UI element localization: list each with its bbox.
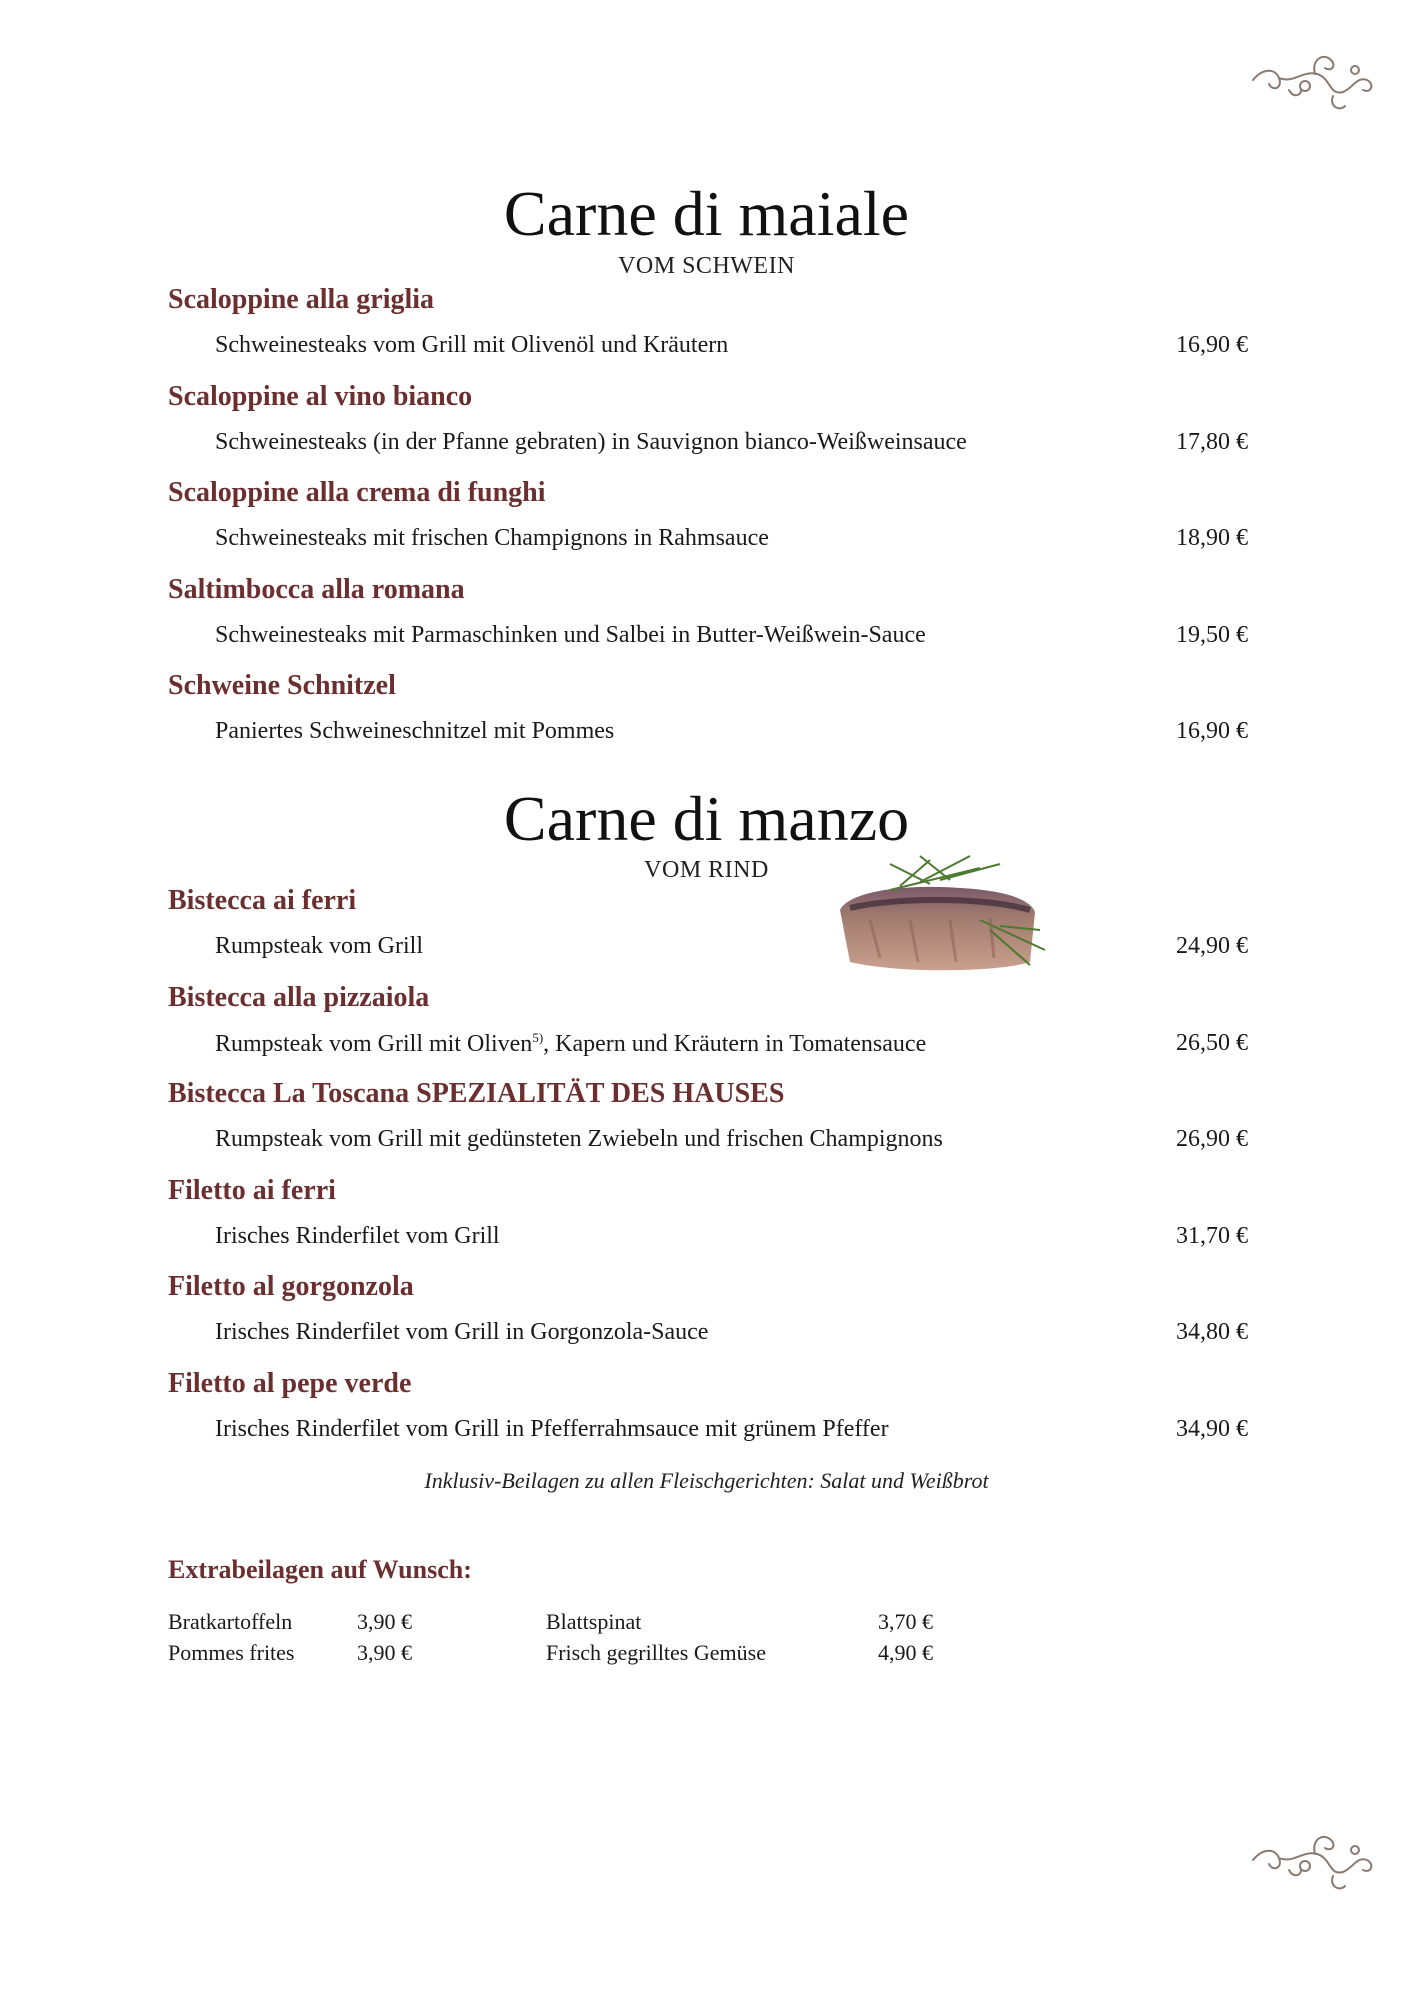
menu-item — [168, 1368, 1248, 1465]
extra-price: 3,90 € — [357, 1640, 412, 1665]
item-name: Saltimbocca alla romana — [168, 573, 465, 605]
item-description: Irisches Rinderfilet vom Grill in Pfefferrahmsauce mit grünem Pfeffer — [215, 1415, 889, 1442]
item-description: Schweinesteaks vom Grill mit Olivenöl und Kräutern — [215, 332, 729, 358]
ornament-bottom-icon — [1245, 1820, 1385, 1900]
menu-list-pork — [168, 284, 1248, 767]
extra-name: Frisch gegrilltes Gemüse — [546, 1640, 766, 1665]
item-description: Irisches Rinderfilet vom Grill — [215, 1222, 500, 1249]
menu-item — [168, 1175, 1248, 1272]
item-name: Schweine Schnitzel — [168, 670, 396, 701]
item-description-part: Rumpsteak vom Grill mit Oliven — [215, 1030, 533, 1057]
item-price: 16,90 € — [1176, 332, 1248, 358]
item-name: Filetto al pepe verde — [168, 1367, 412, 1399]
menu-list-beef — [168, 885, 1248, 1464]
item-description: Schweinesteaks mit frischen Champignons in Rahmsauce — [215, 525, 769, 551]
item-name: Bistecca La Toscana SPEZIALITÄT DES HAUSES — [168, 1078, 785, 1109]
menu-item — [168, 885, 1248, 982]
item-price: 34,80 € — [1176, 1319, 1248, 1345]
section-title-beef: Carne di manzo — [503, 783, 910, 854]
allergen-footnote: 5) — [532, 1029, 544, 1045]
side-dish-note: Inklusiv-Beilagen zu allen Fleischgerichten: Salat und Weißbrot — [424, 1468, 989, 1493]
item-description: Paniertes Schweineschnitzel mit Pommes — [215, 718, 615, 744]
menu-item — [168, 477, 1248, 574]
section-subtitle-pork: VOM SCHWEIN — [618, 253, 795, 279]
menu-item — [168, 1078, 1248, 1175]
item-description: Rumpsteak vom Grill — [215, 933, 423, 959]
extra-name: Blattspinat — [546, 1609, 642, 1634]
item-price: 26,90 € — [1176, 1126, 1248, 1152]
item-name: Filetto ai ferri — [168, 1174, 336, 1206]
extra-name: Pommes frites — [168, 1640, 295, 1665]
item-name: Scaloppine al vino bianco — [168, 380, 473, 412]
menu-item — [168, 574, 1248, 671]
item-price: 31,70 € — [1176, 1222, 1248, 1249]
section-subtitle-beef: VOM RIND — [644, 857, 769, 883]
item-description: Irisches Rinderfilet vom Grill in Gorgonzola-Sauce — [215, 1319, 709, 1345]
ornament-top-icon — [1245, 40, 1385, 120]
item-name: Scaloppine alla crema di funghi — [168, 477, 546, 508]
item-description: Schweinesteaks (in der Pfanne gebraten) in Sauvignon bianco-Weißweinsauce — [215, 428, 967, 455]
menu-item — [168, 381, 1248, 478]
section-title-pork: Carne di maiale — [503, 178, 910, 249]
item-price: 24,90 € — [1176, 933, 1248, 959]
item-price: 16,90 € — [1176, 718, 1248, 744]
item-price: 17,80 € — [1176, 428, 1248, 455]
menu-item — [168, 982, 1248, 1079]
item-price: 34,90 € — [1176, 1415, 1248, 1442]
item-description — [215, 1030, 926, 1058]
item-description: Rumpsteak vom Grill mit gedünsteten Zwiebeln und frischen Champignons — [215, 1126, 943, 1152]
item-name: Scaloppine alla griglia — [168, 284, 435, 315]
item-price: 18,90 € — [1176, 525, 1248, 551]
item-name: Bistecca alla pizzaiola — [168, 981, 430, 1013]
item-description: Schweinesteaks mit Parmaschinken und Salbei in Butter-Weißwein-Sauce — [215, 621, 926, 648]
menu-item — [168, 1271, 1248, 1368]
extra-name: Bratkartoffeln — [168, 1609, 293, 1634]
item-price: 19,50 € — [1176, 621, 1248, 648]
extra-price: 3,70 € — [878, 1609, 933, 1634]
item-name: Filetto al gorgonzola — [168, 1271, 414, 1302]
extra-price: 3,90 € — [357, 1609, 412, 1634]
extras-title: Extrabeilagen auf Wunsch: — [168, 1555, 472, 1584]
item-description-part: , Kapern und Kräutern in Tomatensauce — [543, 1030, 927, 1057]
menu-item — [168, 284, 1248, 381]
item-price: 26,50 € — [1176, 1029, 1248, 1056]
item-name: Bistecca ai ferri — [168, 885, 357, 916]
menu-item — [168, 670, 1248, 767]
extra-price: 4,90 € — [878, 1640, 933, 1665]
